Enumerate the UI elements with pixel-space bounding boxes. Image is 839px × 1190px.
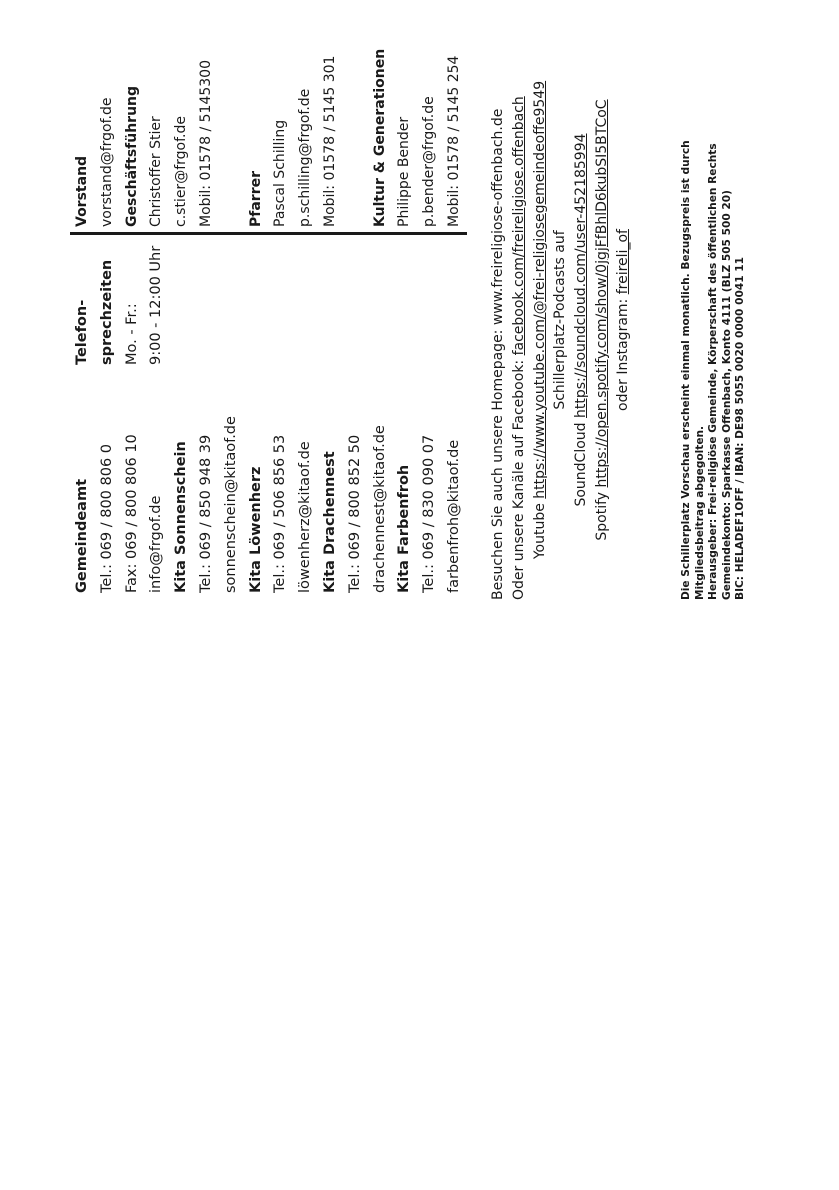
social-links-block	[488, 40, 634, 600]
staff-column	[70, 37, 467, 235]
spotify-link[interactable]: https://open.spotify.com/show/0jgjFfBhlD6kubSI5BTCoC	[593, 99, 610, 488]
imprint-line-3: Herausgeber: Frei-religiöse Gemeinde, Körperschaft des öffentlichen Rechts	[707, 143, 720, 600]
kita-sonnenschein-email[interactable]: sonnenschein@kitaof.de	[222, 416, 239, 593]
homepage-link[interactable]: www.freireligiose-offenbach.de	[490, 108, 506, 326]
geschaeftsfuehrung-mobile: Mobil: 01578 / 5145300	[197, 60, 214, 227]
homepage-line	[488, 40, 509, 600]
office-hours-heading-2: sprechzeiten	[98, 259, 115, 365]
kita-loewenherz-email[interactable]: löwenherz@kitaof.de	[297, 441, 314, 593]
kita-sonnenschein-heading: Kita Sonnenschein	[173, 441, 190, 593]
kita-drachennest-phone: Tel.: 069 / 800 852 50	[346, 434, 363, 593]
kita-loewenherz-phone: Tel.: 069 / 506 856 53	[272, 434, 289, 593]
geschaeftsfuehrung-heading: Geschäftsführung	[123, 85, 140, 227]
gemeindeamt-heading: Gemeindeamt	[74, 478, 90, 593]
spacer	[219, 37, 244, 227]
kultur-name: Philippe Bender	[396, 116, 413, 227]
kita-drachennest-heading: Kita Drachennest	[321, 451, 338, 593]
kultur-mobile: Mobil: 01578 / 5145 254	[445, 55, 462, 227]
pfarrer-name: Pascal Schilling	[272, 119, 289, 227]
facebook-link[interactable]: facebook.com/freireligiose.offenbach	[510, 96, 527, 356]
youtube-link[interactable]: https://www.youtube.com/@frei-religiosegemeindeoffe9549	[531, 80, 548, 499]
facebook-prefix: Oder unsere Kanäle auf Facebook:	[510, 355, 527, 600]
soundcloud-prefix: SoundCloud	[573, 418, 590, 507]
office-hours-time: 9:00 - 12:00 Uhr	[148, 245, 165, 365]
spacer	[343, 37, 368, 227]
pfarrer-heading: Pfarrer	[247, 170, 264, 227]
imprint-line-5: BIC: HELADEF1OFF / IBAN: DE98 5055 0020 0000 0041 11	[734, 256, 747, 600]
imprint-line-1: Die Schillerplatz Vorschau erscheint einmal monatlich. Bezugspreis ist durch	[680, 140, 692, 600]
soundcloud-line	[571, 40, 592, 600]
kita-farbenfroh-email[interactable]: farbenfroh@kitaof.de	[445, 439, 462, 593]
spotify-prefix: Spotify	[593, 487, 610, 541]
vorstand-heading: Vorstand	[74, 155, 90, 227]
kita-farbenfroh-heading: Kita Farbenfroh	[396, 464, 413, 593]
kita-farbenfroh-phone: Tel.: 069 / 830 090 07	[421, 434, 438, 593]
facebook-line	[509, 40, 530, 600]
soundcloud-link[interactable]: https://soundcloud.com/user-452185994	[573, 133, 590, 418]
imprint-footer	[680, 40, 748, 600]
instagram-link[interactable]: freireli_of	[614, 229, 631, 295]
podcasts-line: Schillerplatz-Podcasts auf	[552, 230, 569, 410]
geschaeftsfuehrung-email[interactable]: c.stier@frgof.de	[173, 116, 190, 227]
geschaeftsfuehrung-name: Christoffer Stier	[148, 116, 165, 227]
gemeindeamt-phone: Tel.: 069 / 800 806 0	[98, 443, 115, 593]
kita-loewenherz-heading: Kita Löwenherz	[247, 466, 264, 593]
kultur-heading: Kultur & Generationen	[371, 48, 388, 227]
youtube-prefix: Youtube	[531, 498, 548, 560]
instagram-prefix: oder Instagram:	[614, 294, 631, 411]
kultur-email[interactable]: p.bender@frgof.de	[421, 96, 438, 227]
contacts-column	[70, 388, 467, 593]
pfarrer-email[interactable]: p.schilling@frgof.de	[297, 88, 314, 227]
youtube-line	[530, 40, 551, 600]
office-hours-column	[70, 245, 169, 365]
gemeindeamt-email[interactable]: info@frgof.de	[148, 495, 165, 593]
rotated-page-content	[0, 40, 839, 640]
pfarrer-mobile: Mobil: 01578 / 5145 301	[321, 55, 338, 227]
office-hours-heading-1: Telefon-	[74, 299, 90, 365]
gemeindeamt-fax: Fax: 069 / 800 806 10	[123, 434, 140, 593]
instagram-line	[613, 40, 634, 600]
homepage-prefix: Besuchen Sie auch unsere Homepage:	[490, 325, 506, 600]
imprint-line-4: Gemeindekonto: Sparkasse Offenbach, Konto 4111 (BLZ 505 500 20)	[720, 189, 733, 600]
spotify-line	[592, 40, 613, 600]
kita-drachennest-email[interactable]: drachennest@kitaof.de	[371, 425, 388, 593]
office-hours-days: Mo. - Fr.:	[123, 303, 140, 365]
imprint-line-2: Mitgliedsbeitrag abgegolten.	[693, 425, 706, 600]
kita-sonnenschein-phone: Tel.: 069 / 850 948 39	[197, 434, 214, 593]
vorstand-email[interactable]: vorstand@frgof.de	[98, 97, 115, 227]
